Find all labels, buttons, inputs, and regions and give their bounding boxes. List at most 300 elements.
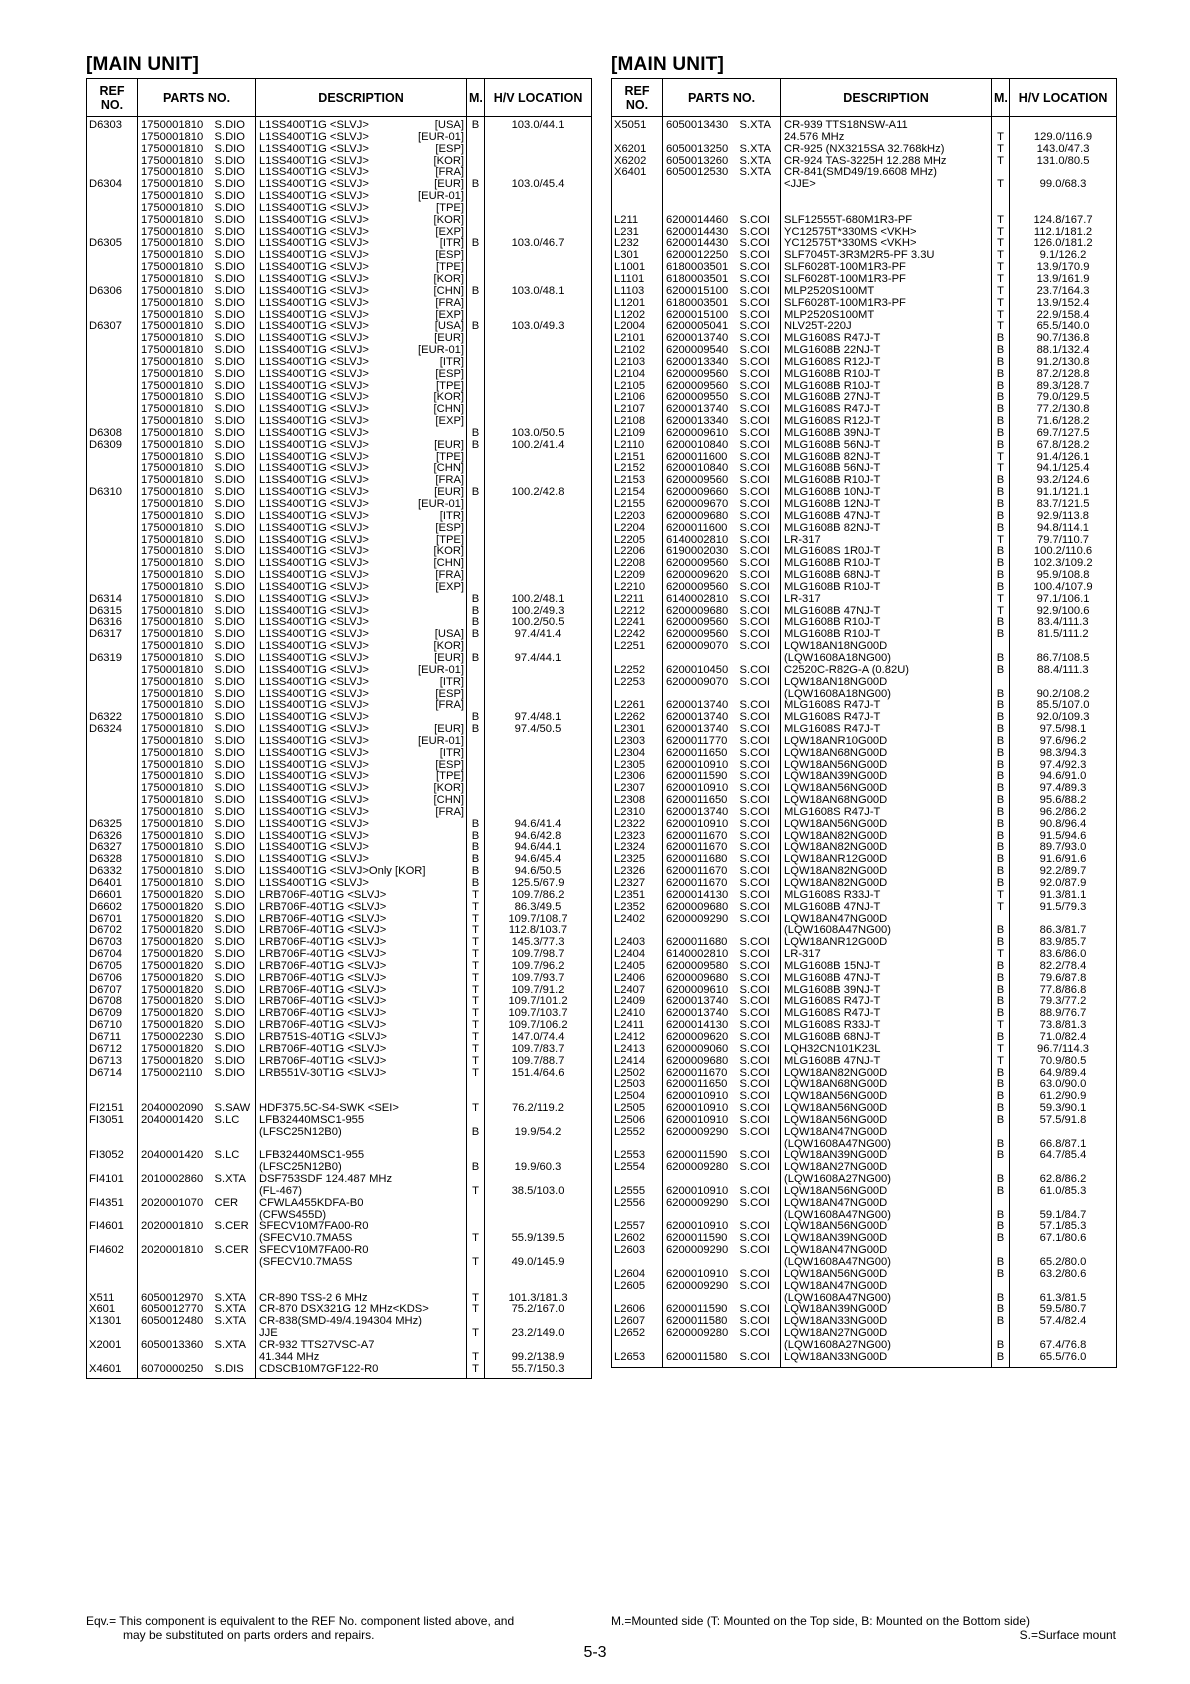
hv-location xyxy=(485,771,592,783)
description-text: LQW18ANR12G00D xyxy=(784,854,888,866)
mounted-side xyxy=(992,203,1010,215)
table-row xyxy=(612,215,1117,227)
description xyxy=(256,535,467,547)
ref-no xyxy=(87,369,138,381)
table-row xyxy=(87,144,592,156)
ref-no xyxy=(87,1091,138,1103)
table-row xyxy=(612,1328,1117,1340)
mounted-side: B xyxy=(992,1079,1010,1091)
ref-no: L1101 xyxy=(612,274,663,286)
parts-type: S.COI xyxy=(738,665,781,677)
hv-location xyxy=(1010,1198,1117,1210)
description-text: CFWLA455KDFA-B0 xyxy=(259,1197,364,1209)
ref-no: D6319 xyxy=(87,653,138,665)
hv-location xyxy=(485,369,592,381)
ref-no xyxy=(87,1281,138,1293)
table-row xyxy=(612,854,1117,866)
parts-type: S.DIO xyxy=(213,298,256,310)
mounted-side xyxy=(467,381,485,393)
hv-location: 63.2/80.6 xyxy=(1010,1269,1117,1281)
mounted-side: B xyxy=(992,404,1010,416)
table-row xyxy=(612,1103,1117,1115)
ref-no xyxy=(87,677,138,689)
ref-no: L2323 xyxy=(612,831,663,843)
table-row xyxy=(87,914,592,926)
description xyxy=(256,381,467,393)
hv-location: 65.5/76.0 xyxy=(1010,1352,1117,1367)
hv-location xyxy=(1010,167,1117,179)
mounted-side: B xyxy=(992,1352,1010,1367)
table-row xyxy=(87,1020,592,1032)
description-text: L1SS400T1G <SLVJ> xyxy=(259,664,369,676)
ref-no: D6303 xyxy=(87,117,138,132)
mounted-side: B xyxy=(992,1091,1010,1103)
mounted-side xyxy=(467,274,485,286)
table-row xyxy=(612,227,1117,239)
parts-type: S.COI xyxy=(738,937,781,949)
parts-no: 6200009560 xyxy=(663,558,738,570)
ref-no xyxy=(87,700,138,712)
hv-location: 65.2/80.0 xyxy=(1010,1257,1117,1269)
region-code: [EXP] xyxy=(435,581,465,593)
table-row xyxy=(612,914,1117,926)
parts-no: 6200011650 xyxy=(663,748,738,760)
hv-location xyxy=(1010,1127,1117,1139)
parts-type xyxy=(213,1269,256,1281)
ref-no: D6703 xyxy=(87,937,138,949)
parts-no: 6050013430 xyxy=(663,117,738,132)
description xyxy=(781,1044,992,1056)
table-header xyxy=(87,79,592,117)
hv-location: 112.1/181.2 xyxy=(1010,227,1117,239)
parts-no: 6180003501 xyxy=(663,298,738,310)
parts-no: 6200013740 xyxy=(663,996,738,1008)
table-row xyxy=(87,392,592,404)
parts-type: S.COI xyxy=(738,1328,781,1340)
parts-type: S.COI xyxy=(738,1020,781,1032)
ref-no xyxy=(87,262,138,274)
description xyxy=(781,689,992,701)
ref-no: D6316 xyxy=(87,617,138,629)
hv-location xyxy=(1010,203,1117,215)
table-row xyxy=(612,132,1117,144)
ref-no xyxy=(87,475,138,487)
hv-location: 9.1/126.2 xyxy=(1010,250,1117,262)
hv-location: 92.9/113.8 xyxy=(1010,511,1117,523)
mounted-side: B xyxy=(992,487,1010,499)
description-text: L1SS400T1G <SLVJ> xyxy=(259,700,369,712)
description xyxy=(256,1127,467,1139)
parts-type: S.DIO xyxy=(213,783,256,795)
ref-no: D6315 xyxy=(87,606,138,618)
parts-type: S.DIO xyxy=(213,117,256,132)
description-text: LRB706F-40T1G <SLVJ> xyxy=(259,901,387,913)
description-text: LQW18AN56NG00D xyxy=(784,1185,888,1197)
table-row xyxy=(612,819,1117,831)
parts-no xyxy=(138,1257,213,1269)
hv-location: 67.8/128.2 xyxy=(1010,440,1117,452)
region-code: [ITR] xyxy=(439,747,465,759)
ref-no xyxy=(87,298,138,310)
ref-no: D6704 xyxy=(87,949,138,961)
description xyxy=(781,1103,992,1115)
mounted-side: B xyxy=(992,1008,1010,1020)
table-row xyxy=(612,416,1117,428)
table-row xyxy=(87,1281,592,1293)
mounted-side: B xyxy=(992,712,1010,724)
ref-no: L2602 xyxy=(612,1233,663,1245)
table-row xyxy=(87,985,592,997)
description-text: L1SS400T1G <SLVJ> xyxy=(259,617,369,629)
parts-no: 6200010910 xyxy=(663,1115,738,1127)
ref-no: D6401 xyxy=(87,878,138,890)
description-text: L1SS400T1G <SLVJ> xyxy=(259,641,369,653)
mounted-side: B xyxy=(992,629,1010,641)
description xyxy=(781,783,992,795)
description-text: CR-925 (NX3215SA 32.768kHz) xyxy=(784,143,945,155)
mounted-side: T xyxy=(992,262,1010,274)
mounted-side: B xyxy=(992,333,1010,345)
hv-location xyxy=(485,689,592,701)
hv-location xyxy=(1010,1162,1117,1174)
table-row xyxy=(87,298,592,310)
region-code: [ESP] xyxy=(435,143,465,155)
ref-no: D6307 xyxy=(87,321,138,333)
description xyxy=(256,1032,467,1044)
hv-location: 126.0/181.2 xyxy=(1010,238,1117,250)
parts-type xyxy=(738,1139,781,1151)
parts-no: 1750001810 xyxy=(138,570,213,582)
parts-no: 6200013740 xyxy=(663,724,738,736)
parts-type: S.DIO xyxy=(213,321,256,333)
mounted-side xyxy=(467,535,485,547)
description-text: LQW18AN56NG00D xyxy=(784,783,888,795)
parts-no: 6200011670 xyxy=(663,842,738,854)
ref-no: L2325 xyxy=(612,854,663,866)
description xyxy=(781,819,992,831)
hv-location: 97.4/89.3 xyxy=(1010,783,1117,795)
hv-location xyxy=(485,1340,592,1352)
mounted-side: B xyxy=(992,1068,1010,1080)
mounted-side: T xyxy=(467,996,485,1008)
parts-no xyxy=(663,1174,738,1186)
mounted-side: T xyxy=(467,973,485,985)
description-text: LRB551V-30T1G <SLVJ> xyxy=(259,1067,387,1079)
hv-location: 109.7/93.7 xyxy=(485,973,592,985)
description xyxy=(781,191,992,203)
ref-no: D6711 xyxy=(87,1032,138,1044)
description-text: LQH32CN101K23L xyxy=(784,1043,881,1055)
ref-no xyxy=(87,1233,138,1245)
table-row xyxy=(87,996,592,1008)
description xyxy=(256,558,467,570)
parts-type xyxy=(738,925,781,937)
parts-no: 6140002810 xyxy=(663,535,738,547)
ref-no xyxy=(87,535,138,547)
description xyxy=(256,1281,467,1293)
hv-location xyxy=(485,345,592,357)
description xyxy=(256,937,467,949)
description xyxy=(781,914,992,926)
parts-no: 1750001810 xyxy=(138,463,213,475)
ref-no: L2411 xyxy=(612,1020,663,1032)
ref-no xyxy=(87,1127,138,1139)
hv-location: 55.7/150.3 xyxy=(485,1364,592,1379)
ref-no xyxy=(87,392,138,404)
hv-location: 62.8/86.2 xyxy=(1010,1174,1117,1186)
parts-no xyxy=(663,1210,738,1222)
parts-type: S.COI xyxy=(738,1044,781,1056)
parts-no: 6200010910 xyxy=(663,1269,738,1281)
footnote-line: Eqv.= This component is equivalent to the REF No. component listed above, and xyxy=(86,1614,515,1628)
hv-location: 67.4/76.8 xyxy=(1010,1340,1117,1352)
description xyxy=(256,1245,467,1257)
parts-type: S.DIO xyxy=(213,641,256,653)
table-row xyxy=(87,771,592,783)
description xyxy=(781,641,992,653)
parts-no: 1750001810 xyxy=(138,641,213,653)
table-row xyxy=(87,1091,592,1103)
parts-no: 1750001810 xyxy=(138,558,213,570)
parts-no: 2020001810 xyxy=(138,1221,213,1233)
hv-location: 91.5/94.6 xyxy=(1010,831,1117,843)
hv-location: 109.7/101.2 xyxy=(485,996,592,1008)
hv-location xyxy=(485,570,592,582)
mounted-side xyxy=(467,416,485,428)
parts-type: S.DIO xyxy=(213,689,256,701)
parts-no: 1750001810 xyxy=(138,392,213,404)
mounted-side: B xyxy=(992,1210,1010,1222)
mounted-side: B xyxy=(467,854,485,866)
mounted-side xyxy=(467,748,485,760)
table-row xyxy=(612,558,1117,570)
parts-type: S.COI xyxy=(738,985,781,997)
parts-type: S.COI xyxy=(738,1079,781,1091)
hv-location xyxy=(485,404,592,416)
description xyxy=(256,487,467,499)
description xyxy=(256,689,467,701)
mounted-side xyxy=(467,760,485,772)
hv-location: 96.7/114.3 xyxy=(1010,1044,1117,1056)
table-row xyxy=(87,1079,592,1091)
parts-no: 6140002810 xyxy=(663,949,738,961)
mounted-side: B xyxy=(467,117,485,132)
parts-no: 6200011590 xyxy=(663,1150,738,1162)
parts-type: S.DIO xyxy=(213,606,256,618)
region-code: [EUR] xyxy=(434,724,465,736)
description xyxy=(781,570,992,582)
region-code: [FRA] xyxy=(435,167,465,179)
parts-type: S.DIO xyxy=(213,132,256,144)
table-row xyxy=(612,487,1117,499)
parts-type xyxy=(213,1281,256,1293)
parts-type: S.COI xyxy=(738,369,781,381)
ref-no: L2261 xyxy=(612,700,663,712)
description-text: LQW18AN68NG00D xyxy=(784,1079,888,1091)
parts-type: S.COI xyxy=(738,463,781,475)
mounted-side xyxy=(467,700,485,712)
parts-type xyxy=(213,1139,256,1151)
description xyxy=(781,1162,992,1174)
hv-location: 129.0/116.9 xyxy=(1010,132,1117,144)
description-text: MLG1608S R12J-T xyxy=(784,356,881,368)
mounted-side: B xyxy=(992,1316,1010,1328)
table-row xyxy=(612,996,1117,1008)
parts-type: S.COI xyxy=(738,558,781,570)
hv-location xyxy=(485,333,592,345)
parts-type xyxy=(738,1174,781,1186)
region-code: [ESP] xyxy=(435,759,465,771)
parts-type: S.DIO xyxy=(213,345,256,357)
mounted-side xyxy=(467,1316,485,1328)
region-code: [KOR] xyxy=(433,155,465,167)
description-text: (LFSC25N12B0) xyxy=(259,1162,342,1174)
mounted-side: B xyxy=(467,1127,485,1139)
mounted-side: B xyxy=(992,1150,1010,1162)
parts-type: S.COI xyxy=(738,440,781,452)
table-row xyxy=(612,1233,1117,1245)
parts-no: 6200009070 xyxy=(663,677,738,689)
parts-type: S.DIO xyxy=(213,795,256,807)
description xyxy=(256,440,467,452)
description-text: MLG1608B 68NJ-T xyxy=(784,1031,881,1043)
hv-location: 91.4/126.1 xyxy=(1010,452,1117,464)
parts-no: 6200009560 xyxy=(663,475,738,487)
hv-location: 102.3/109.2 xyxy=(1010,558,1117,570)
col-hv-location-header: H/V LOCATION xyxy=(1010,79,1117,117)
hv-location: 23.7/164.3 xyxy=(1010,286,1117,298)
mounted-side: B xyxy=(467,1162,485,1174)
ref-no xyxy=(87,582,138,594)
description xyxy=(256,617,467,629)
table-row xyxy=(87,369,592,381)
parts-type: S.COI xyxy=(738,914,781,926)
parts-no: 1750001810 xyxy=(138,321,213,333)
mounted-side: T xyxy=(467,1186,485,1198)
description-text: LQW18ANR10G00D xyxy=(784,735,888,747)
table-row xyxy=(612,878,1117,890)
parts-no: 6200009070 xyxy=(663,641,738,653)
hv-location: 59.3/90.1 xyxy=(1010,1103,1117,1115)
parts-type: S.DIO xyxy=(213,250,256,262)
mounted-side: B xyxy=(992,961,1010,973)
mounted-side: B xyxy=(992,783,1010,795)
description-text: MLG1608S R47J-T xyxy=(784,700,881,712)
description-text: MLG1608S R47J-T xyxy=(784,724,881,736)
mounted-side xyxy=(992,1198,1010,1210)
parts-no: 2040001420 xyxy=(138,1150,213,1162)
table-row xyxy=(87,1068,592,1080)
table-row xyxy=(87,1139,592,1151)
parts-no: 1750001810 xyxy=(138,310,213,322)
description xyxy=(256,1352,467,1364)
ref-no: FI4101 xyxy=(87,1174,138,1186)
hv-location: 77.8/86.8 xyxy=(1010,985,1117,997)
table-row xyxy=(612,570,1117,582)
table-row xyxy=(612,949,1117,961)
parts-type: S.COI xyxy=(738,499,781,511)
parts-type: S.COI xyxy=(738,819,781,831)
ref-no: L2305 xyxy=(612,760,663,772)
parts-no: 1750001810 xyxy=(138,250,213,262)
mounted-side xyxy=(467,736,485,748)
parts-no: 1750001810 xyxy=(138,783,213,795)
description-text: (LQW1608A27NG00) xyxy=(784,1174,891,1186)
description-text: L1SS400T1G <SLVJ> xyxy=(259,226,369,238)
description-text: LQW18ANR12G00D xyxy=(784,937,888,949)
mounted-side: B xyxy=(992,416,1010,428)
ref-no xyxy=(87,144,138,156)
description-text: L1SS400T1G <SLVJ> xyxy=(259,356,369,368)
description-text: L1SS400T1G <SLVJ> xyxy=(259,463,369,475)
hv-location: 61.3/81.5 xyxy=(1010,1293,1117,1305)
mounted-side xyxy=(467,665,485,677)
parts-type xyxy=(213,1210,256,1222)
hv-location xyxy=(485,736,592,748)
description-text: LQW18AN82NG00D xyxy=(784,878,888,889)
description xyxy=(256,298,467,310)
mounted-side: T xyxy=(992,238,1010,250)
table-row xyxy=(87,523,592,535)
description-text: 24.576 MHz xyxy=(784,131,845,143)
description xyxy=(256,452,467,464)
hv-location: 63.0/90.0 xyxy=(1010,1079,1117,1091)
ref-no: L2105 xyxy=(612,381,663,393)
parts-type: S.DIO xyxy=(213,570,256,582)
table-row xyxy=(87,700,592,712)
parts-no: 1750001810 xyxy=(138,227,213,239)
description-text: MLG1608S R47J-T xyxy=(784,806,881,818)
table-row xyxy=(87,878,592,890)
ref-no: L2326 xyxy=(612,866,663,878)
description-text: MLG1608B 56NJ-T xyxy=(784,439,881,451)
description-text: L1SS400T1G <SLVJ> xyxy=(259,167,369,179)
col-mounted-header: M. xyxy=(992,79,1010,117)
description-text: L1SS400T1G <SLVJ> xyxy=(259,652,369,664)
parts-no: 6200009290 xyxy=(663,1198,738,1210)
parts-type: S.DIO xyxy=(213,748,256,760)
parts-no: 1750001810 xyxy=(138,117,213,132)
region-code: [TPE] xyxy=(436,202,465,214)
mounted-side xyxy=(467,783,485,795)
parts-no: 6050012970 xyxy=(138,1293,213,1305)
description-text: LQW18AN39NG00D xyxy=(784,1150,888,1162)
description xyxy=(781,132,992,144)
hv-location xyxy=(485,677,592,689)
table-row xyxy=(87,783,592,795)
description xyxy=(781,333,992,345)
mounted-side: T xyxy=(467,1364,485,1379)
parts-type: S.COI xyxy=(738,1352,781,1367)
description xyxy=(781,117,992,132)
description xyxy=(256,404,467,416)
ref-no: L2307 xyxy=(612,783,663,795)
table-row xyxy=(612,428,1117,440)
hv-location xyxy=(485,250,592,262)
ref-no: L2252 xyxy=(612,665,663,677)
description xyxy=(781,558,992,570)
description xyxy=(781,1079,992,1091)
hv-location: 23.2/149.0 xyxy=(485,1328,592,1340)
parts-no xyxy=(663,925,738,937)
hv-location: 103.0/49.3 xyxy=(485,321,592,333)
ref-no: L2304 xyxy=(612,748,663,760)
ref-no: D6328 xyxy=(87,854,138,866)
parts-type: S.DIO xyxy=(213,736,256,748)
description xyxy=(256,819,467,831)
parts-no: 6200011670 xyxy=(663,878,738,890)
parts-type: S.COI xyxy=(738,416,781,428)
